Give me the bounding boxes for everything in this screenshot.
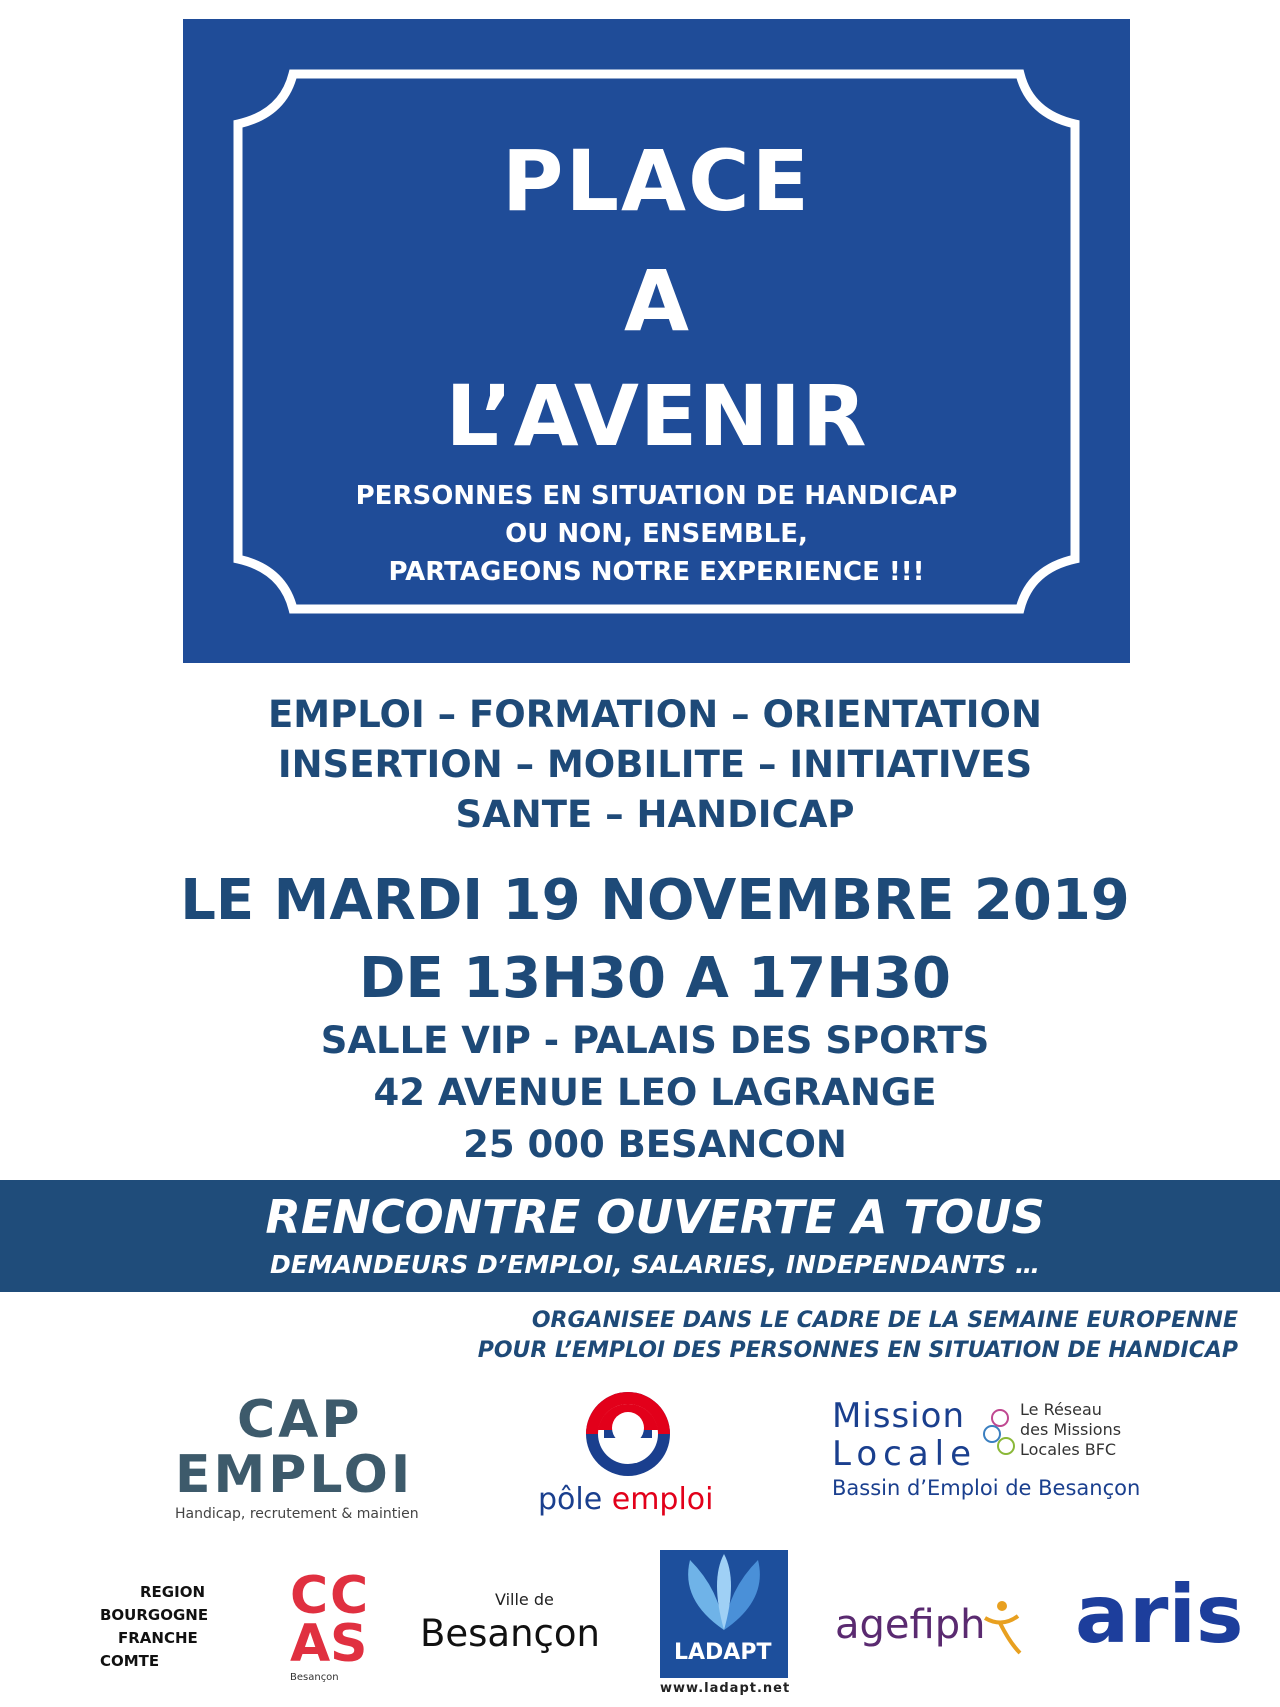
sign-subtitle (183, 477, 1130, 591)
ville-besancon-logo (420, 1590, 600, 1670)
banner-title: RENCONTRE OUVERTE A TOUS (265, 1190, 1045, 1244)
sign-title-line1: PLACE (501, 132, 812, 230)
region-line3: FRANCHE (118, 1629, 198, 1647)
ladapt-url: www.ladapt.net (660, 1681, 791, 1696)
organisation-note (338, 1306, 1238, 1366)
ladapt-name: LADAPT (674, 1640, 772, 1665)
ccas-city: Besançon (290, 1672, 339, 1683)
network-rings-icon (980, 1406, 1020, 1462)
sign-title-line3: L’AVENIR (445, 367, 868, 465)
open-meeting-banner (0, 1180, 1280, 1292)
reseau-line1: Le Réseau (1020, 1400, 1102, 1419)
sign-title-line2: A (623, 252, 689, 350)
agefiph-logo (835, 1598, 1025, 1658)
mission-line1: Mission (832, 1396, 966, 1436)
venue-city: 25 000 BESANCON (463, 1123, 847, 1166)
region-line4: COMTE (100, 1652, 160, 1670)
ccas-letter-1: C (290, 1566, 329, 1626)
street-sign (183, 19, 1130, 663)
aris-logo (1075, 1568, 1244, 1675)
pole-emploi-logo (530, 1390, 720, 1520)
cap-emploi-tagline: Handicap, recrutement & maintien (175, 1506, 419, 1522)
ladapt-box (660, 1550, 788, 1678)
organisation-line2: POUR L’EMPLOI DES PERSONNES EN SITUATION DE HANDICAP (477, 1338, 1238, 1363)
reseau-missions-locales (1020, 1400, 1121, 1460)
region-line1: REGION (140, 1583, 205, 1601)
sign-subtitle-line1: PERSONNES EN SITUATION DE HANDICAP (355, 481, 958, 511)
bassin-emploi: Bassin d’Emploi de Besançon (832, 1476, 1141, 1500)
themes-line3: SANTE – HANDICAP (455, 793, 855, 836)
sign-subtitle-line2: OU NON, ENSEMBLE, (505, 519, 808, 549)
ccas-letter-4: S (330, 1614, 368, 1674)
venue-room: SALLE VIP - PALAIS DES SPORTS (320, 1019, 990, 1062)
reseau-line2: des Missions (1020, 1420, 1122, 1439)
event-time: DE 13H30 A 17H30 (358, 946, 952, 1011)
emploi-word: emploi (611, 1482, 714, 1517)
ladapt-petals-icon (660, 1550, 788, 1640)
ccas-logo (290, 1566, 390, 1685)
reseau-line3: Locales BFC (1020, 1440, 1117, 1459)
sign-subtitle-line3: PARTAGEONS NOTRE EXPERIENCE !!! (388, 557, 925, 587)
venue (0, 1015, 1280, 1171)
ccas-letter-2: C (330, 1566, 369, 1626)
mission-locale-logo (832, 1396, 1141, 1506)
cap-emploi-line2: EMPLOI (175, 1445, 414, 1505)
pole-emploi-e-icon (530, 1390, 720, 1482)
ville-line2: Besançon (420, 1612, 600, 1655)
pole-emploi-wordmark (538, 1482, 714, 1517)
banner-subtitle: DEMANDEURS D’EMPLOI, SALARIES, INDEPENDANTS … (269, 1250, 1041, 1279)
ccas-letter-3: A (290, 1614, 331, 1674)
pole-word: pôle (538, 1482, 603, 1517)
aris-name: aris (1075, 1568, 1244, 1661)
ladapt-logo (660, 1550, 791, 1698)
themes (0, 690, 1280, 840)
mission-line2: Locale (832, 1434, 978, 1474)
agefiph-name: agefiph (835, 1602, 986, 1648)
region-line2: BOURGOGNE (100, 1606, 209, 1624)
region-bfc-logo (100, 1583, 230, 1683)
cap-emploi-line1: CAP (237, 1390, 363, 1450)
event-day: LE MARDI 19 NOVEMBRE 2019 (180, 868, 1130, 933)
venue-street: 42 AVENUE LEO LAGRANGE (373, 1071, 937, 1114)
ville-line1: Ville de (495, 1590, 554, 1609)
event-date (0, 862, 1280, 1018)
agefiph-figure-icon (980, 1598, 1025, 1658)
organisation-line1: ORGANISEE DANS LE CADRE DE LA SEMAINE EUROPENNE (531, 1308, 1238, 1333)
themes-line1: EMPLOI – FORMATION – ORIENTATION (268, 693, 1042, 736)
cap-emploi-logo (175, 1390, 435, 1530)
themes-line2: INSERTION – MOBILITE – INITIATIVES (277, 743, 1033, 786)
